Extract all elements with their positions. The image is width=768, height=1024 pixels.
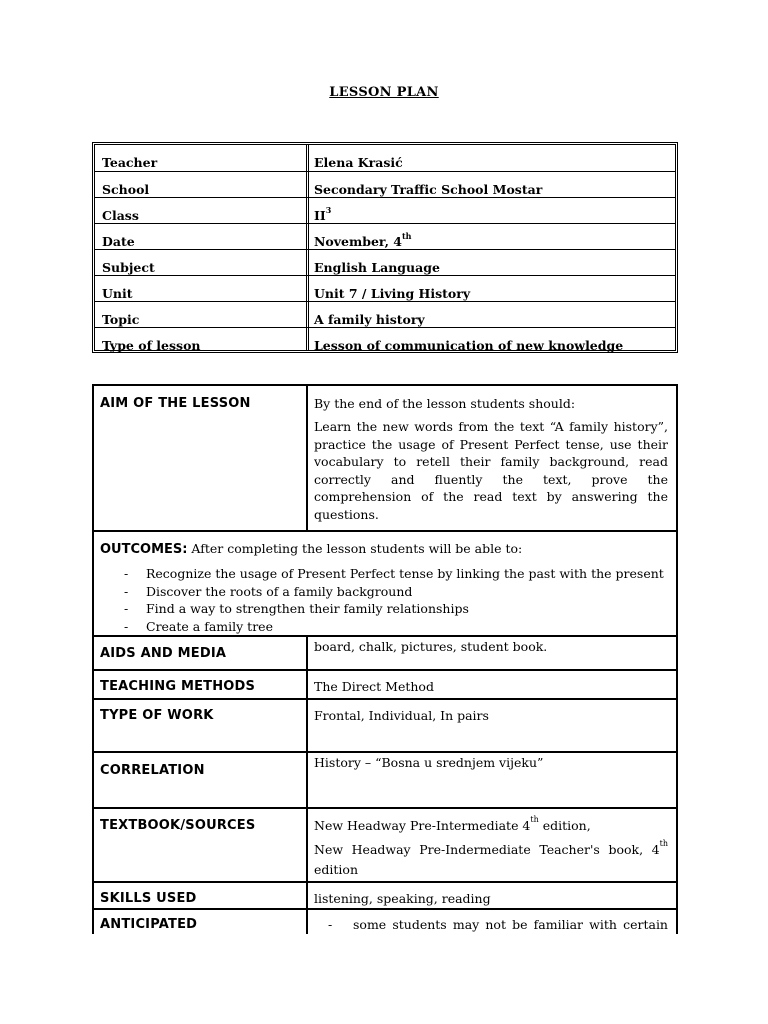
textbook-line-2-end: edition	[314, 862, 358, 877]
aim-label: AIM OF THE LESSON	[100, 396, 251, 411]
row-divider	[94, 669, 676, 671]
row-divider	[94, 530, 676, 532]
list-item: - Discover the roots of a family background	[124, 584, 664, 602]
lesson-plan-table	[92, 384, 678, 934]
methods-label: TEACHING METHODS	[100, 679, 256, 694]
textbook-line-1	[314, 815, 668, 833]
info-label: School	[102, 182, 150, 197]
info-label: Unit	[102, 286, 133, 301]
dash: -	[328, 917, 333, 932]
info-row-class	[95, 197, 675, 224]
row-divider	[94, 807, 676, 809]
info-value	[314, 224, 671, 250]
skills-value: listening, speaking, reading	[314, 891, 491, 906]
anticipated-value	[328, 917, 668, 932]
textbook-label: TEXTBOOK/SOURCES	[100, 818, 256, 833]
document-title: LESSON PLAN	[329, 85, 439, 100]
list-item: - Recognize the usage of Present Perfect tense by linking the past with the present	[124, 566, 664, 584]
anticipated-text: some students may not be familiar with certain	[353, 917, 668, 932]
info-value: Secondary Traffic School Mostar	[314, 182, 543, 197]
info-row-unit	[95, 275, 675, 302]
info-label: Topic	[102, 312, 140, 327]
row-divider	[94, 751, 676, 753]
work-value: Frontal, Individual, In pairs	[314, 708, 489, 723]
correlation-value: History – “Bosna u srednjem vijeku”	[314, 755, 544, 770]
class-value: II	[314, 208, 326, 223]
outcomes-label: OUTCOMES:	[100, 542, 188, 557]
superscript: th	[659, 839, 668, 848]
info-row-teacher	[95, 145, 675, 171]
info-value: Lesson of communication of new knowledge	[314, 338, 624, 353]
aids-label: AIDS AND MEDIA	[100, 646, 227, 661]
textbook-line-1-text: New Headway Pre-Intermediate 4	[314, 818, 531, 833]
work-label: TYPE OF WORK	[100, 708, 214, 723]
column-divider	[306, 637, 308, 934]
info-label: Teacher	[102, 155, 158, 170]
row-divider	[94, 908, 676, 910]
info-row-type-of-lesson	[95, 327, 675, 354]
outcomes-intro: After completing the lesson students will be able to:	[187, 541, 523, 556]
info-value: English Language	[314, 260, 440, 275]
skills-label: SKILLS USED	[100, 891, 197, 906]
aim-intro: By the end of the lesson students should:	[314, 396, 576, 411]
outcomes-heading	[100, 541, 522, 557]
textbook-line-1-end: edition,	[538, 818, 591, 833]
outcomes-list	[124, 566, 664, 636]
info-value: Elena Krasić	[314, 155, 403, 170]
superscript: th	[530, 815, 539, 824]
aids-value: board, chalk, pictures, student book.	[314, 639, 548, 654]
list-item: - Create a family tree	[124, 619, 664, 637]
column-divider	[306, 386, 308, 532]
class-superscript: 3	[325, 205, 332, 215]
list-item: - Find a way to strengthen their family relationships	[124, 601, 664, 619]
date-superscript: th	[401, 231, 412, 241]
anticipated-label: ANTICIPATED	[100, 917, 198, 932]
info-row-school	[95, 171, 675, 198]
aim-text: Learn the new words from the text “A family history”, practice the usage of Present Perfect tense, use their vocabulary to retell their family background, read correctly and fluently the text, prove the comprehension of the read text by answering the questions.	[314, 419, 668, 522]
info-row-topic	[95, 301, 675, 328]
info-value	[314, 198, 671, 224]
info-row-date	[95, 223, 675, 250]
info-value: Unit 7 / Living History	[314, 286, 471, 301]
info-label: Type of lesson	[102, 338, 201, 353]
textbook-line-2	[314, 839, 668, 857]
info-label: Class	[102, 208, 139, 223]
row-divider	[94, 698, 676, 700]
info-value: A family history	[314, 312, 425, 327]
lesson-info-table	[92, 142, 678, 353]
row-divider	[94, 881, 676, 883]
textbook-line-2-text: New Headway Pre-Indermediate Teacher's book, 4	[314, 842, 660, 857]
info-row-subject	[95, 249, 675, 276]
correlation-label: CORRELATION	[100, 763, 205, 778]
info-label: Date	[102, 234, 135, 249]
methods-value: The Direct Method	[314, 679, 434, 694]
date-value: November, 4	[314, 234, 402, 249]
info-label: Subject	[102, 260, 155, 275]
